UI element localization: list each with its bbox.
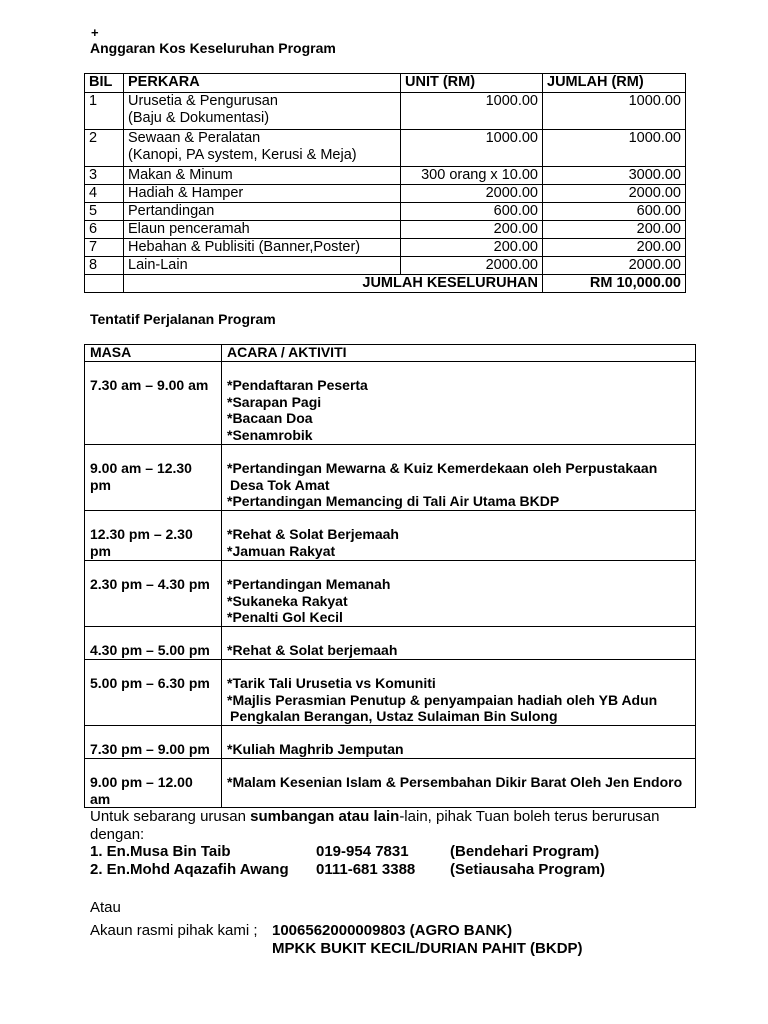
schedule-header-row [85,345,696,362]
total-row [85,275,686,293]
activity-line: *Penalti Gol Kecil [227,609,343,625]
cell-acara [222,511,696,561]
plus-mark: + [91,25,99,40]
header-perkara: PERKARA [124,74,401,93]
table-row [85,660,696,726]
header-bil: BIL [85,74,124,93]
cell-bil: 8 [85,257,124,275]
cell-jumlah: 2000.00 [543,257,686,275]
cell-unit: 200.00 [401,221,543,239]
contact-name: 1. En.Musa Bin Taib [90,843,231,860]
cell-acara [222,561,696,627]
contact-person [90,861,690,879]
activity-line: *Senamrobik [227,426,313,443]
cell-jumlah: 200.00 [543,239,686,257]
table-row [85,726,696,759]
cell-acara [222,759,696,808]
cell-masa: 12.30 pm – 2.30 pm [85,511,222,561]
perkara-line: Sewaan & Peralatan [128,130,261,146]
cell-perkara: Elaun penceramah [124,221,401,239]
cell-perkara: Makan & Minum [124,167,401,185]
table-row [85,257,686,275]
activity-line: Desa Tok Amat [230,476,330,493]
cell-perkara: Lain-Lain [124,257,401,275]
cell-bil: 3 [85,167,124,185]
cell-jumlah: 600.00 [543,203,686,221]
cell-perkara: Hebahan & Publisiti (Banner,Poster) [124,239,401,257]
schedule-table [84,344,696,808]
cell-jumlah: 1000.00 [543,93,686,130]
activity-line: Pengkalan Berangan, Ustaz Sulaiman Bin Sulong [230,708,558,724]
cell-acara [222,445,696,511]
cell-unit: 2000.00 [401,257,543,275]
table-row [85,185,686,203]
activity-line: *Majlis Perasmian Penutup & penyampaian hadiah oleh YB Adun [227,691,658,708]
header-acara: ACARA / AKTIVITI [222,345,696,362]
contact-intro [90,808,690,826]
table-row [85,759,696,808]
activity-line: *Malam Kesenian Islam & Persembahan Dikir Barat Oleh Jen Endoro [227,774,683,790]
cell-masa: 9.00 pm – 12.00 am [85,759,222,808]
contact-name: 2. En.Mohd Aqazafih Awang [90,860,289,878]
cell-masa: 2.30 pm – 4.30 pm [85,561,222,627]
contact-intro-line2: dengan: [90,825,145,843]
perkara-detail: (Kanopi, PA system, Kerusi & Meja) [128,147,357,163]
perkara-line: Urusetia & Pengurusan [128,93,278,109]
cell-unit: 200.00 [401,239,543,257]
table-row [85,561,696,627]
cell-bil: 2 [85,130,124,167]
account-name: MPKK BUKIT KECIL/DURIAN PAHIT (BKDP) [272,940,583,957]
cell-acara [222,726,696,759]
activity-line: *Tarik Tali Urusetia vs Komuniti [227,675,436,691]
header-jumlah: JUMLAH (RM) [543,74,686,93]
cell-jumlah: 3000.00 [543,167,686,185]
cell-perkara [124,93,401,130]
activity-line: *Pertandingan Mewarna & Kuiz Kemerdekaan oleh Perpustakaan [227,460,658,476]
total-label: JUMLAH KESELURUHAN [124,275,543,293]
activity-line: *Kuliah Maghrib Jemputan [227,741,404,757]
table-row [85,627,696,660]
cell-masa: 9.00 am – 12.30 pm [85,445,222,511]
cell-jumlah: 200.00 [543,221,686,239]
cell-masa: 5.00 pm – 6.30 pm [85,660,222,726]
intro-bold-text: sumbangan atau lain [250,808,400,825]
table-row [85,130,686,167]
activity-line: *Rehat & Solat berjemaah [227,642,398,658]
table-row [85,167,686,185]
cell-acara [222,660,696,726]
cell-empty [85,275,124,293]
cell-unit: 1000.00 [401,130,543,167]
activity-line: *Bacaan Doa [227,410,313,426]
cell-unit: 600.00 [401,203,543,221]
cell-bil: 4 [85,185,124,203]
atau-text: Atau [90,899,121,916]
table-row [85,221,686,239]
activity-line: *Rehat & Solat Berjemaah [227,526,399,542]
cell-acara [222,362,696,445]
contact-section [90,808,690,878]
table-row [85,93,686,130]
cell-masa: 7.30 pm – 9.00 pm [85,726,222,759]
cell-bil: 5 [85,203,124,221]
table-row [85,445,696,511]
cell-bil: 6 [85,221,124,239]
intro-text-end: -lain, pihak Tuan boleh terus berurusan [399,808,660,825]
table-row [85,362,696,445]
cell-jumlah: 2000.00 [543,185,686,203]
activity-line: *Pertandingan Memanah [227,576,391,592]
activity-line: *Pertandingan Memancing di Tali Air Utama BKDP [227,493,560,509]
cell-masa: 4.30 pm – 5.00 pm [85,627,222,660]
total-value: RM 10,000.00 [543,275,686,293]
cell-bil: 1 [85,93,124,130]
contact-phone: 0111-681 3388 [316,860,416,878]
cell-acara [222,627,696,660]
contact-role: (Setiausaha Program) [450,860,606,878]
contact-role: (Bendehari Program) [450,843,600,860]
activity-line: *Pendaftaran Peserta [227,377,368,393]
account-label: Akaun rasmi pihak kami ; [90,922,258,939]
cell-unit: 300 orang x 10.00 [401,167,543,185]
schedule-heading: Tentatif Perjalanan Program [90,311,276,327]
activity-line: *Sarapan Pagi [227,393,322,410]
budget-table [84,73,686,293]
intro-text: Untuk sebarang urusan [90,808,251,825]
activity-line: *Sukaneka Rakyat [227,592,348,609]
budget-header-row [85,74,686,93]
cell-unit: 2000.00 [401,185,543,203]
header-unit: UNIT (RM) [401,74,543,93]
table-row [85,511,696,561]
cell-perkara: Pertandingan [124,203,401,221]
header-masa: MASA [85,345,222,362]
table-row [85,239,686,257]
cell-unit: 1000.00 [401,93,543,130]
perkara-detail: (Baju & Dokumentasi) [128,110,270,126]
cell-bil: 7 [85,239,124,257]
cell-jumlah: 1000.00 [543,130,686,167]
account-number: 1006562000009803 (AGRO BANK) [272,922,513,939]
cell-masa: 7.30 am – 9.00 am [85,362,222,445]
budget-heading: Anggaran Kos Keseluruhan Program [90,40,336,56]
table-row [85,203,686,221]
cell-perkara: Hadiah & Hamper [124,185,401,203]
contact-person [90,843,690,861]
cell-perkara [124,130,401,167]
activity-line: *Jamuan Rakyat [227,542,336,559]
contact-phone: 019-954 7831 [316,843,409,860]
